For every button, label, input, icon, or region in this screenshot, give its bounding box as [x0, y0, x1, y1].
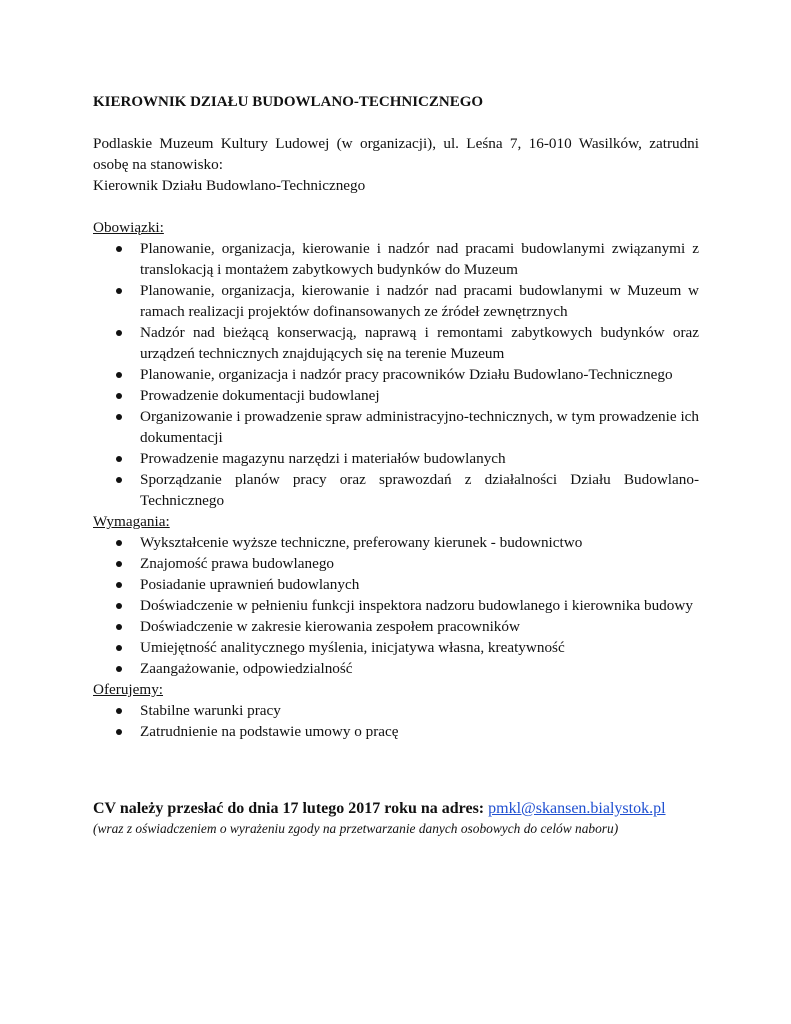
bullet-icon [116, 666, 122, 672]
bullet-icon [116, 708, 122, 714]
bullet-icon [116, 330, 122, 336]
bullet-icon [116, 603, 122, 609]
list-item-text: Doświadczenie w pełnieniu funkcji inspektora nadzoru budowlanego i kierownika budowy [140, 597, 693, 614]
list-item-text: Umiejętność analitycznego myślenia, inicjatywa własna, kreatywność [140, 639, 565, 656]
list-item [93, 658, 699, 679]
list-item [93, 700, 699, 721]
list-item [93, 595, 699, 616]
bullet-icon [116, 624, 122, 630]
bullet-icon [116, 288, 122, 294]
requirements-list [93, 532, 699, 679]
list-item-text: Stabilne warunki pracy [140, 702, 281, 719]
email-link[interactable]: pmkl@skansen.bialystok.pl [488, 800, 666, 817]
intro-paragraph [93, 133, 699, 196]
consent-note: (wraz z oświadczeniem o wyrażeniu zgody na przetwarzanie danych osobowych do celów naboru) [93, 821, 619, 836]
offer-list [93, 700, 699, 742]
list-item [93, 553, 699, 574]
bullet-icon [116, 393, 122, 399]
list-item-text: Planowanie, organizacja i nadzór pracy pracowników Działu Budowlano-Technicznego [140, 366, 673, 383]
requirements-heading: Wymagania: [93, 513, 170, 530]
list-item [93, 238, 699, 280]
cv-instruction [93, 798, 699, 819]
list-item-text: Zaangażowanie, odpowiedzialność [140, 660, 353, 677]
list-item [93, 322, 699, 364]
offer-heading: Oferujemy: [93, 681, 164, 698]
bullet-icon [116, 645, 122, 651]
bullet-icon [116, 561, 122, 567]
list-item-text: Planowanie, organizacja, kierowanie i nadzór nad pracami budowlanymi związanymi z translokacją i montażem zabytkowych budynków do Muzeum [140, 240, 699, 278]
list-item [93, 385, 699, 406]
bullet-icon [116, 582, 122, 588]
list-item-text: Prowadzenie magazynu narzędzi i materiałów budowlanych [140, 450, 506, 467]
list-item [93, 448, 699, 469]
list-item [93, 616, 699, 637]
list-item-text: Prowadzenie dokumentacji budowlanej [140, 387, 380, 404]
cv-text: CV należy przesłać do dnia 17 lutego 2017 roku na adres: [93, 800, 489, 817]
list-item-text: Planowanie, organizacja, kierowanie i nadzór nad pracami budowlanymi w Muzeum w ramach realizacji projektów dofinansowanych ze źródeł zewnętrznych [140, 282, 699, 320]
list-item [93, 469, 699, 511]
list-item-text: Zatrudnienie na podstawie umowy o pracę [140, 723, 399, 740]
list-item [93, 637, 699, 658]
list-item [93, 574, 699, 595]
bullet-icon [116, 372, 122, 378]
list-item [93, 364, 699, 385]
list-item-text: Nadzór nad bieżącą konserwacją, naprawą i remontami zabytkowych budynków oraz urządzeń technicznych znajdujących się na terenie Muzeum [140, 324, 699, 362]
bullet-icon [116, 729, 122, 735]
bullet-icon [116, 456, 122, 462]
duties-list [93, 238, 699, 511]
bullet-icon [116, 540, 122, 546]
list-item-text: Doświadczenie w zakresie kierowania zespołem pracowników [140, 618, 520, 635]
list-item-text: Znajomość prawa budowlanego [140, 555, 335, 572]
list-item [93, 280, 699, 322]
list-item [93, 532, 699, 553]
bullet-icon [116, 477, 122, 483]
document-title: KIEROWNIK DZIAŁU BUDOWLANO-TECHNICZNEGO [93, 94, 484, 110]
intro-text: Podlaskie Muzeum Kultury Ludowej (w organizacji), ul. Leśna 7, 16-010 Wasilków, zatrudni osobę na stanowisko: [93, 135, 699, 173]
list-item-text: Posiadanie uprawnień budowlanych [140, 576, 360, 593]
bullet-icon [116, 414, 122, 420]
document-content [93, 92, 699, 839]
duties-heading: Obowiązki: [93, 219, 164, 236]
list-item-text: Sporządzanie planów pracy oraz sprawozdań z działalności Działu Budowlano-Technicznego [140, 471, 699, 509]
application-info [93, 798, 699, 839]
list-item [93, 406, 699, 448]
list-item-text: Wykształcenie wyższe techniczne, preferowany kierunek - budownictwo [140, 534, 583, 551]
list-item-text: Organizowanie i prowadzenie spraw administracyjno-technicznych, w tym prowadzenie ich dokumentacji [140, 408, 699, 446]
list-item [93, 721, 699, 742]
bullet-icon [116, 246, 122, 252]
position-name: Kierownik Działu Budowlano-Technicznego [93, 177, 366, 194]
